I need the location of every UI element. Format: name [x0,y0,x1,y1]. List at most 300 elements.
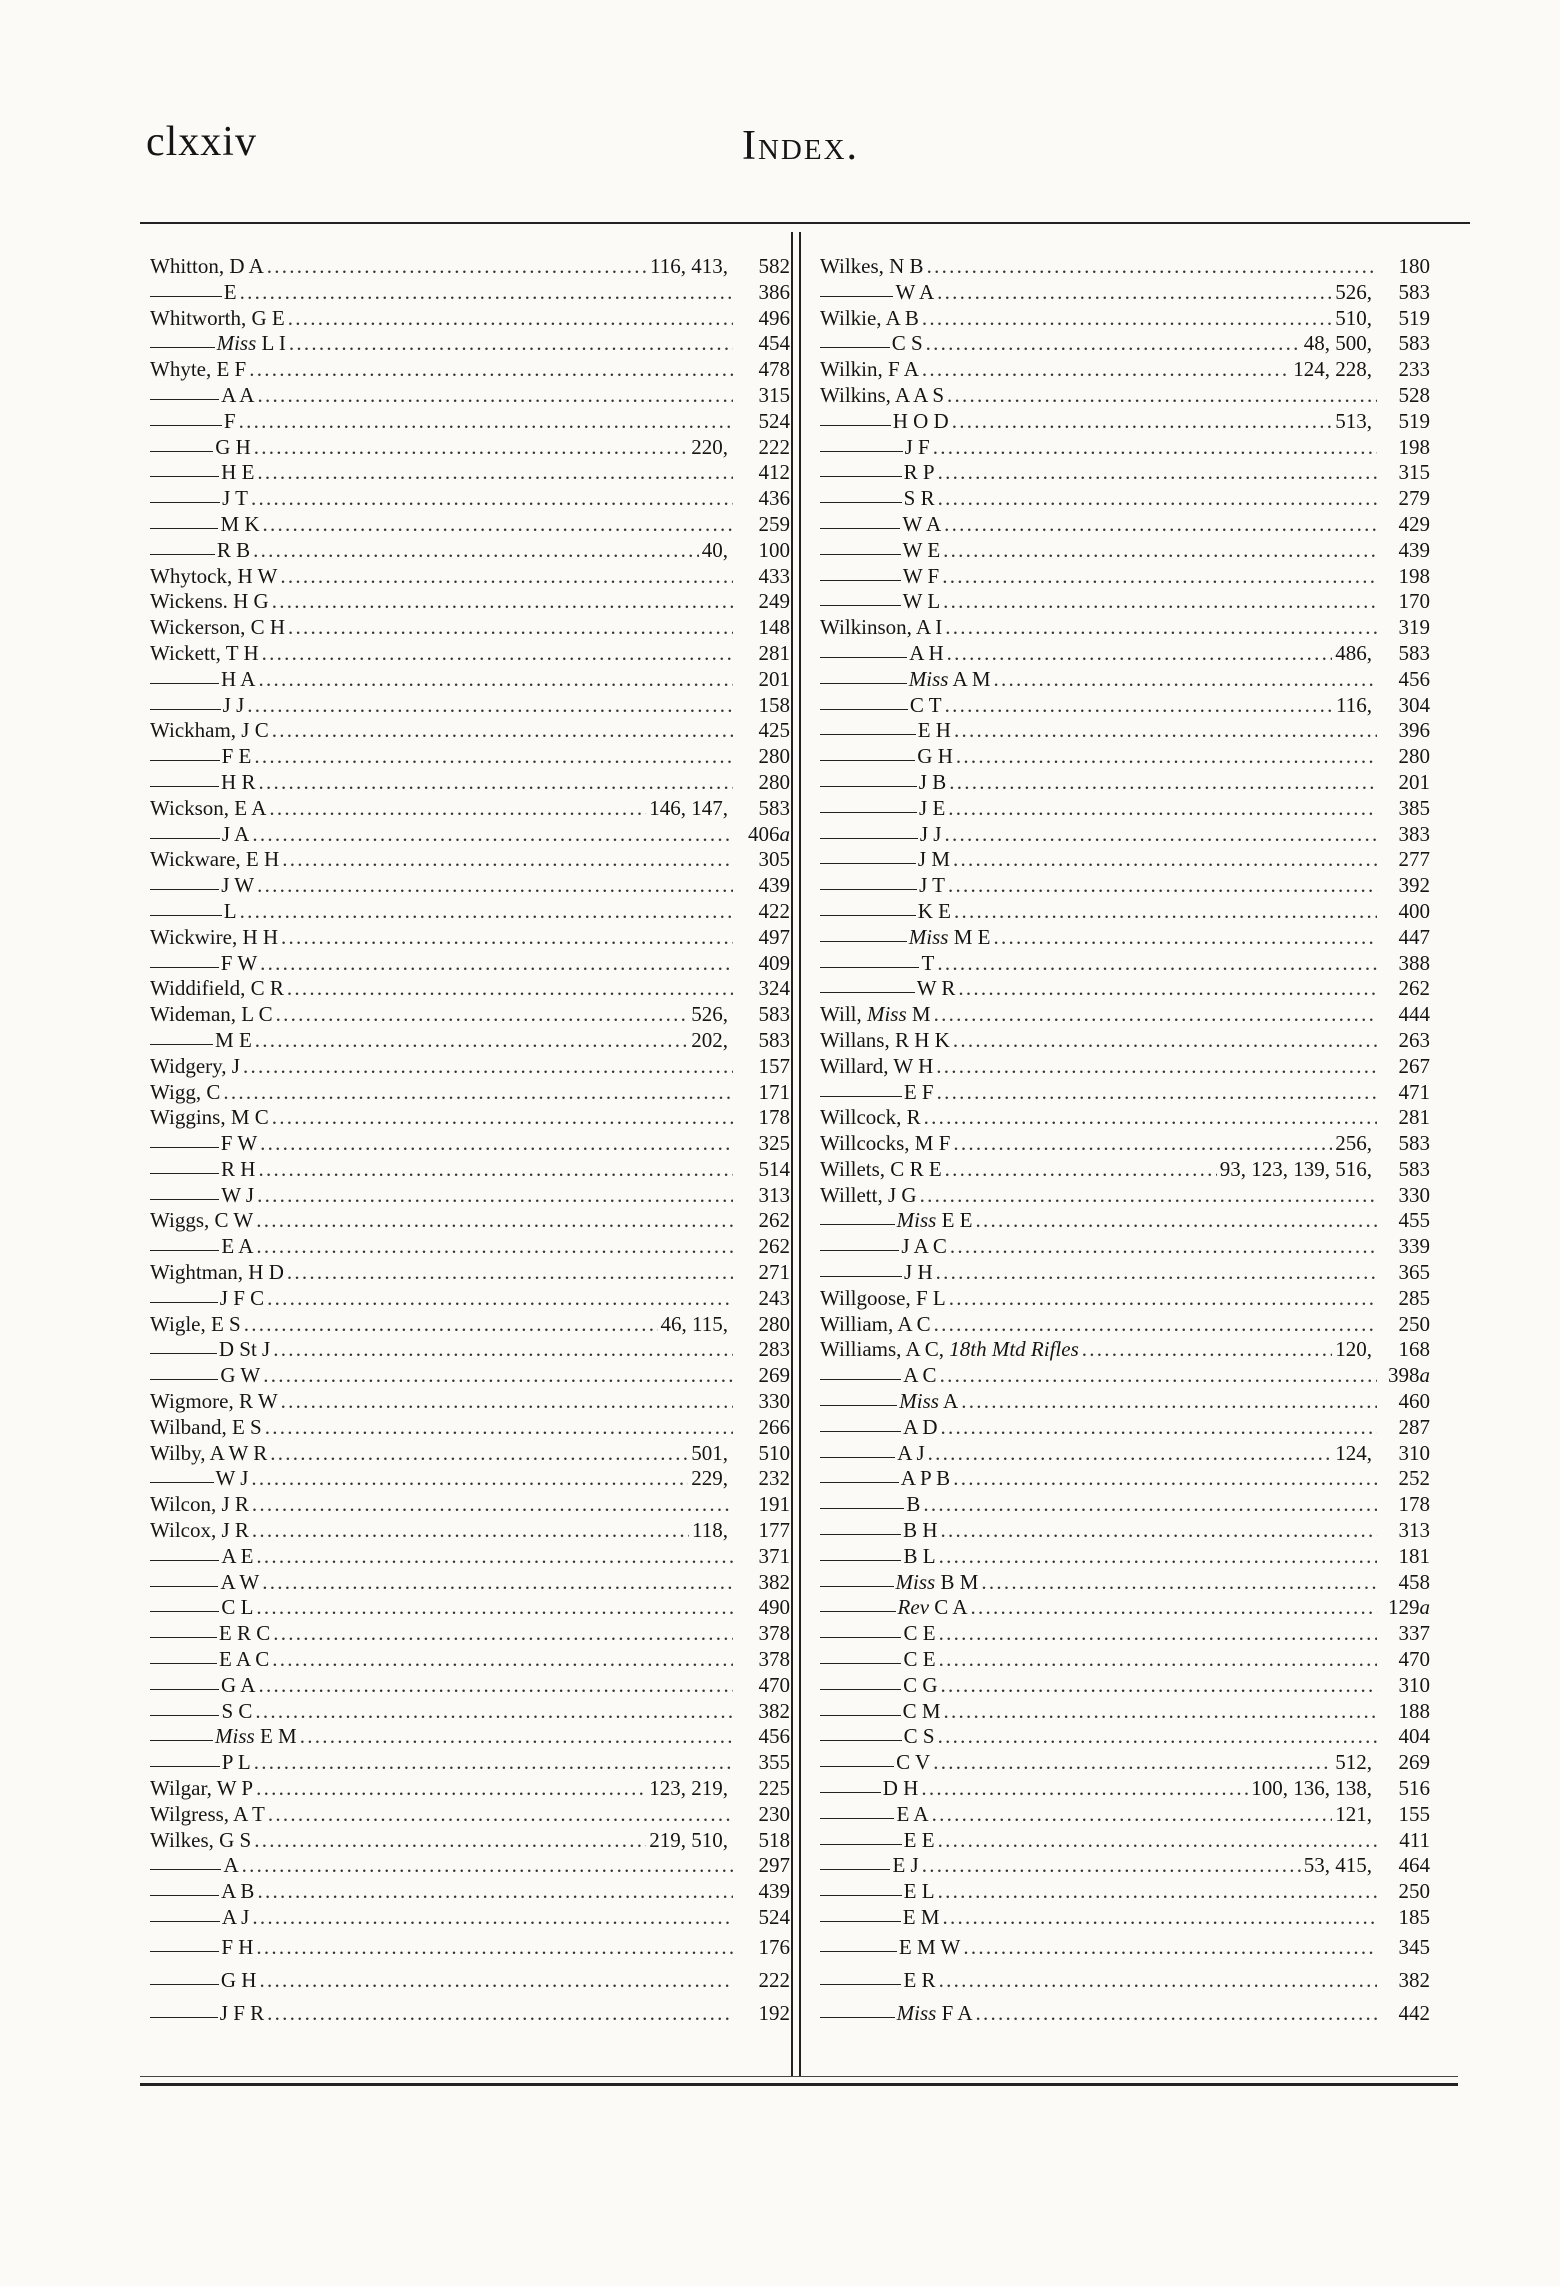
entry-name: H E [221,460,255,485]
index-entry [150,1105,790,1131]
index-entry [150,409,790,435]
leader-dots [256,1595,733,1621]
leader-dots [223,1080,733,1106]
ditto-dash [150,1147,219,1148]
index-entry [150,718,790,744]
index-entry [820,1570,1430,1596]
index-entry [820,1312,1430,1338]
ditto-dash [820,296,893,297]
index-entry [820,254,1430,280]
ditto-dash [820,967,919,968]
entry-name: B H [903,1518,938,1543]
index-entry [150,1389,790,1415]
entry-refs: 40, [701,537,728,562]
ditto-dash [150,683,219,684]
leader-dots [256,1208,733,1234]
index-entry [150,847,790,873]
ditto-dash [820,1740,902,1741]
index-column-right [820,254,1430,2030]
leader-dots [928,1441,1333,1467]
leader-dots [272,589,733,615]
ditto-dash [820,992,915,993]
entry-name: A E [221,1543,254,1568]
entry-name: J J [222,692,245,717]
entry-name: M E [215,1027,252,1052]
leader-dots [280,564,733,590]
index-entry [150,1208,790,1234]
index-entry [820,1699,1430,1725]
entry-page: 398a [1388,1363,1430,1388]
entry-name: G A [221,1672,256,1697]
entry-name: H A [221,666,256,691]
leader-dots [263,512,733,538]
entry-page: 439 [758,1879,790,1904]
index-entry [150,254,790,280]
ditto-dash [820,528,900,529]
ditto-dash [150,502,220,503]
leader-dots [976,1997,1378,2030]
leader-dots [923,1492,1377,1518]
entry-name: Whitworth, G E [150,305,285,330]
entry-name: C G [903,1672,938,1697]
leader-dots [252,1518,689,1544]
entry-page: 455 [1398,1208,1430,1233]
entry-page: 201 [1398,769,1430,794]
index-entry [150,460,790,486]
leader-dots [943,589,1377,615]
index-entry [820,1441,1430,1467]
ditto-dash [820,1869,890,1870]
entry-name: J J [919,821,942,846]
leader-dots [950,1234,1377,1260]
entry-page: 524 [758,408,790,433]
ditto-dash [820,709,908,710]
index-entry [150,1931,790,1964]
index-entry [150,1621,790,1647]
entry-name: W F [902,563,940,588]
ditto-dash [150,1715,219,1716]
entry-name: Willets, C R E [820,1156,942,1181]
entry-name: Wigg, C [150,1079,221,1104]
ditto-dash [820,734,916,735]
ditto-dash [820,1586,894,1587]
entry-name: J E [919,795,946,820]
index-entry [820,1157,1430,1183]
index-entry [150,1776,790,1802]
index-entry [820,486,1430,512]
entry-page: 514 [758,1156,790,1181]
ditto-dash [150,1586,218,1587]
leader-dots [243,1054,733,1080]
entry-name: Whyte, E F [150,357,247,382]
ditto-dash [820,451,903,452]
ditto-dash [820,580,901,581]
leader-dots [942,564,1377,590]
leader-dots [941,1518,1377,1544]
index-entry [150,1699,790,1725]
leader-dots [954,899,1377,925]
ditto-dash [150,1199,219,1200]
ditto-dash [150,554,215,555]
entry-name: Miss E E [896,1208,973,1233]
top-rule [140,222,1470,224]
entry-name: L [223,898,237,923]
index-entry [150,331,790,357]
entry-refs: 202, [691,1027,728,1052]
ditto-dash [820,657,907,658]
entry-name: R H [221,1156,256,1181]
entry-name: J T [919,873,945,898]
entry-page: 192 [758,2000,790,2025]
entry-name: W A [895,279,935,304]
index-entry [820,925,1430,951]
ditto-dash [150,2017,218,2018]
leader-dots [281,1389,733,1415]
leader-dots [268,1802,733,1828]
entry-refs: 526, [691,1002,728,1027]
leader-dots [251,486,733,512]
entry-name: Wideman, L C [150,1002,273,1027]
entry-page: 371 [758,1543,790,1568]
index-entry [150,280,790,306]
entry-refs: 93, 123, 139, 516, [1219,1156,1372,1181]
entry-name: A J [897,1440,925,1465]
leader-dots [956,744,1377,770]
index-entry [820,1415,1430,1441]
leader-dots [260,1131,733,1157]
ditto-dash [820,1560,901,1561]
index-entry [820,1260,1430,1286]
leader-dots [252,1492,733,1518]
index-entry [820,847,1430,873]
entry-page: 471 [1398,1079,1430,1104]
entry-page: 583 [758,795,790,820]
entry-page: 583 [1398,640,1430,665]
entry-name: A [223,1853,239,1878]
entry-page: 425 [758,718,790,743]
entry-name: Wickerson, C H [150,615,286,640]
entry-name: T [921,950,935,975]
entry-refs: 512, [1335,1750,1372,1775]
entry-page: 249 [758,589,790,614]
entry-page: 281 [1398,1105,1430,1130]
leader-dots [971,1595,1377,1621]
ditto-dash [820,1250,899,1251]
ditto-dash [820,1984,901,1985]
entry-page: 583 [758,1027,790,1052]
entry-name: Wickens. H G [150,589,269,614]
entry-name: A A [221,382,255,407]
index-entry [820,1879,1430,1905]
leader-dots [256,1931,733,1964]
leader-dots [934,1002,1377,1028]
entry-name: Wilcon, J R [150,1492,249,1517]
ditto-dash [820,1689,901,1690]
entry-page: 478 [758,357,790,382]
leader-dots [938,460,1377,486]
index-entry [820,899,1430,925]
leader-dots [981,1570,1377,1596]
leader-dots [958,976,1377,1002]
entry-name: C T [909,692,942,717]
entry-refs: 48, 500, [1303,331,1372,356]
entry-name: W J [215,1466,249,1491]
leader-dots [961,1389,1377,1415]
leader-dots [255,1028,688,1054]
leader-dots [287,976,733,1002]
index-entry [150,1157,790,1183]
entry-name: Wilkinson, A I [820,615,943,640]
entry-name: W J [221,1182,255,1207]
leader-dots [1082,1337,1332,1363]
leader-dots [944,1699,1378,1725]
entry-page: 510 [758,1440,790,1465]
leader-dots [267,1997,733,2030]
index-column-left [150,254,790,2030]
entry-name: P L [221,1750,251,1775]
entry-page: 388 [1398,950,1430,975]
ditto-dash [820,1951,897,1952]
leader-dots [940,1363,1377,1389]
entry-page: 315 [758,382,790,407]
entry-page: 181 [1398,1543,1430,1568]
index-entry [820,1234,1430,1260]
entry-page: 382 [758,1698,790,1723]
index-entry [150,822,790,848]
index-entry [150,667,790,693]
ditto-dash [150,451,213,452]
entry-page: 225 [758,1776,790,1801]
ditto-dash [820,915,916,916]
index-entry [820,1518,1430,1544]
leader-dots [938,1724,1377,1750]
entry-page: 313 [758,1182,790,1207]
entry-page: 171 [758,1079,790,1104]
entry-refs: 501, [691,1440,728,1465]
entry-name: Williams, A C, 18th Mtd Rifles [820,1337,1079,1362]
index-entry [820,460,1430,486]
leader-dots [933,435,1377,461]
ditto-dash [820,605,901,606]
entry-page: 378 [758,1647,790,1672]
entry-name: A D [903,1414,938,1439]
entry-page: 496 [758,305,790,330]
index-entry [820,280,1430,306]
leader-dots [936,1260,1377,1286]
entry-name: Wilkin, F A [820,357,919,382]
ditto-dash [150,425,222,426]
leader-dots [257,1879,733,1905]
entry-page: 259 [758,511,790,536]
index-entry [820,1002,1430,1028]
index-entry [150,641,790,667]
entry-name: Miss A M [908,666,991,691]
entry-name: Wigle, E S [150,1311,241,1336]
leader-dots [945,693,1333,719]
entry-name: Widdifield, C R [150,976,284,1001]
leader-dots [933,1750,1332,1776]
ditto-dash [150,1869,221,1870]
leader-dots [288,615,733,641]
index-entry [820,1853,1430,1879]
leader-dots [938,1879,1377,1905]
ditto-dash [150,838,220,839]
entry-page: 518 [758,1827,790,1852]
leader-dots [947,383,1377,409]
leader-dots [240,280,733,306]
ditto-dash [150,889,219,890]
entry-page: 464 [1398,1853,1430,1878]
index-entry [150,873,790,899]
leader-dots [927,254,1377,280]
index-entry [150,357,790,383]
index-entry [150,899,790,925]
bottom-rule-thin [140,2076,1458,2077]
leader-dots [948,796,1377,822]
leader-dots [249,357,733,383]
entry-page: 155 [1398,1801,1430,1826]
ditto-dash [820,1663,901,1664]
entry-page: 201 [758,666,790,691]
leader-dots [252,822,733,848]
entry-page: 263 [1398,1027,1430,1052]
leader-dots [273,1337,733,1363]
leader-dots [921,1776,1248,1802]
entry-name: J A C [901,1234,947,1259]
entry-page: 386 [758,279,790,304]
leader-dots [936,1054,1377,1080]
entry-page: 279 [1398,486,1430,511]
entry-page: 277 [1398,847,1430,872]
index-entry [820,770,1430,796]
entry-name: S C [221,1698,253,1723]
ditto-dash [150,528,218,529]
entry-name: Wickson, E A [150,795,267,820]
index-entry [820,1080,1430,1106]
index-entry [150,1312,790,1338]
index-entry [820,693,1430,719]
entry-name: J F R [219,2000,265,2025]
index-entry [820,383,1430,409]
ditto-dash [150,967,219,968]
index-entry [820,1466,1430,1492]
index-entry [820,1828,1430,1854]
ditto-dash [150,399,219,400]
ditto-dash [150,1173,219,1174]
ditto-dash [150,760,220,761]
entry-refs: 220, [691,434,728,459]
leader-dots [270,1441,688,1467]
entry-page: 324 [758,976,790,1001]
entry-name: Wilcox, J R [150,1518,249,1543]
ditto-dash [150,709,221,710]
leader-dots [944,512,1377,538]
entry-name: C E [903,1647,936,1672]
leader-dots [941,1673,1377,1699]
entry-name: Willans, R H K [820,1027,950,1052]
entry-refs: 513, [1335,408,1372,433]
index-entry [150,435,790,461]
entry-page: 447 [1398,924,1430,949]
entry-page: 383 [1398,821,1430,846]
ditto-dash [150,1302,218,1303]
entry-name: Willcock, R [820,1105,921,1130]
entry-page: 422 [758,898,790,923]
leader-dots [272,1647,733,1673]
index-entry [820,1363,1430,1389]
entry-refs: 124, 228, [1293,357,1372,382]
entry-name: Willcocks, M F [820,1131,951,1156]
index-entry [820,538,1430,564]
ditto-dash [820,554,901,555]
entry-page: 330 [1398,1182,1430,1207]
entry-page: 243 [758,1285,790,1310]
leader-dots [953,1028,1377,1054]
index-entry [820,1997,1430,2030]
entry-page: 382 [1398,1967,1430,1992]
entry-page: 262 [758,1234,790,1259]
index-entry [150,1492,790,1518]
entry-refs: 53, 415, [1303,1853,1372,1878]
entry-name: Wilband, E S [150,1414,262,1439]
ditto-dash [150,1560,219,1561]
entry-page: 583 [1398,1131,1430,1156]
ditto-dash [150,1250,219,1251]
entry-name: W E [902,537,941,562]
index-entry [150,1964,790,1997]
entry-name: Wightman, H D [150,1260,284,1285]
entry-name: Willett, J G [820,1182,917,1207]
ditto-dash [820,1276,902,1277]
entry-refs: 486, [1335,640,1372,665]
leader-dots [300,1724,733,1750]
entry-page: 262 [1398,976,1430,1001]
entry-page: 396 [1398,718,1430,743]
index-entry [150,1647,790,1673]
index-entry [820,1105,1430,1131]
entry-page: 378 [758,1621,790,1646]
index-entry [820,1337,1430,1363]
entry-name: D St J [218,1337,271,1362]
entry-refs: 121, [1335,1801,1372,1826]
entry-page: 583 [1398,331,1430,356]
ditto-dash [150,786,219,787]
entry-page: 412 [758,460,790,485]
entry-name: F W [220,1131,258,1156]
entry-name: Will, Miss M [820,1002,931,1027]
entry-page: 444 [1398,1002,1430,1027]
ditto-dash [820,1844,902,1845]
entry-name: A P B [900,1466,951,1491]
leader-dots [945,1157,1217,1183]
ditto-dash [820,1379,901,1380]
entry-name: G H [215,434,251,459]
index-entry [150,1131,790,1157]
entry-page: 198 [1398,563,1430,588]
entry-page: 129a [1388,1595,1430,1620]
leader-dots [932,1802,1333,1828]
leader-dots [281,925,733,951]
entry-page: 411 [1399,1827,1430,1852]
index-entry [150,1802,790,1828]
index-entry [820,331,1430,357]
ditto-dash [820,863,916,864]
index-entry [820,435,1430,461]
leader-dots [938,1828,1377,1854]
leader-dots [258,770,733,796]
leader-dots [934,1312,1377,1338]
leader-dots [258,1673,733,1699]
